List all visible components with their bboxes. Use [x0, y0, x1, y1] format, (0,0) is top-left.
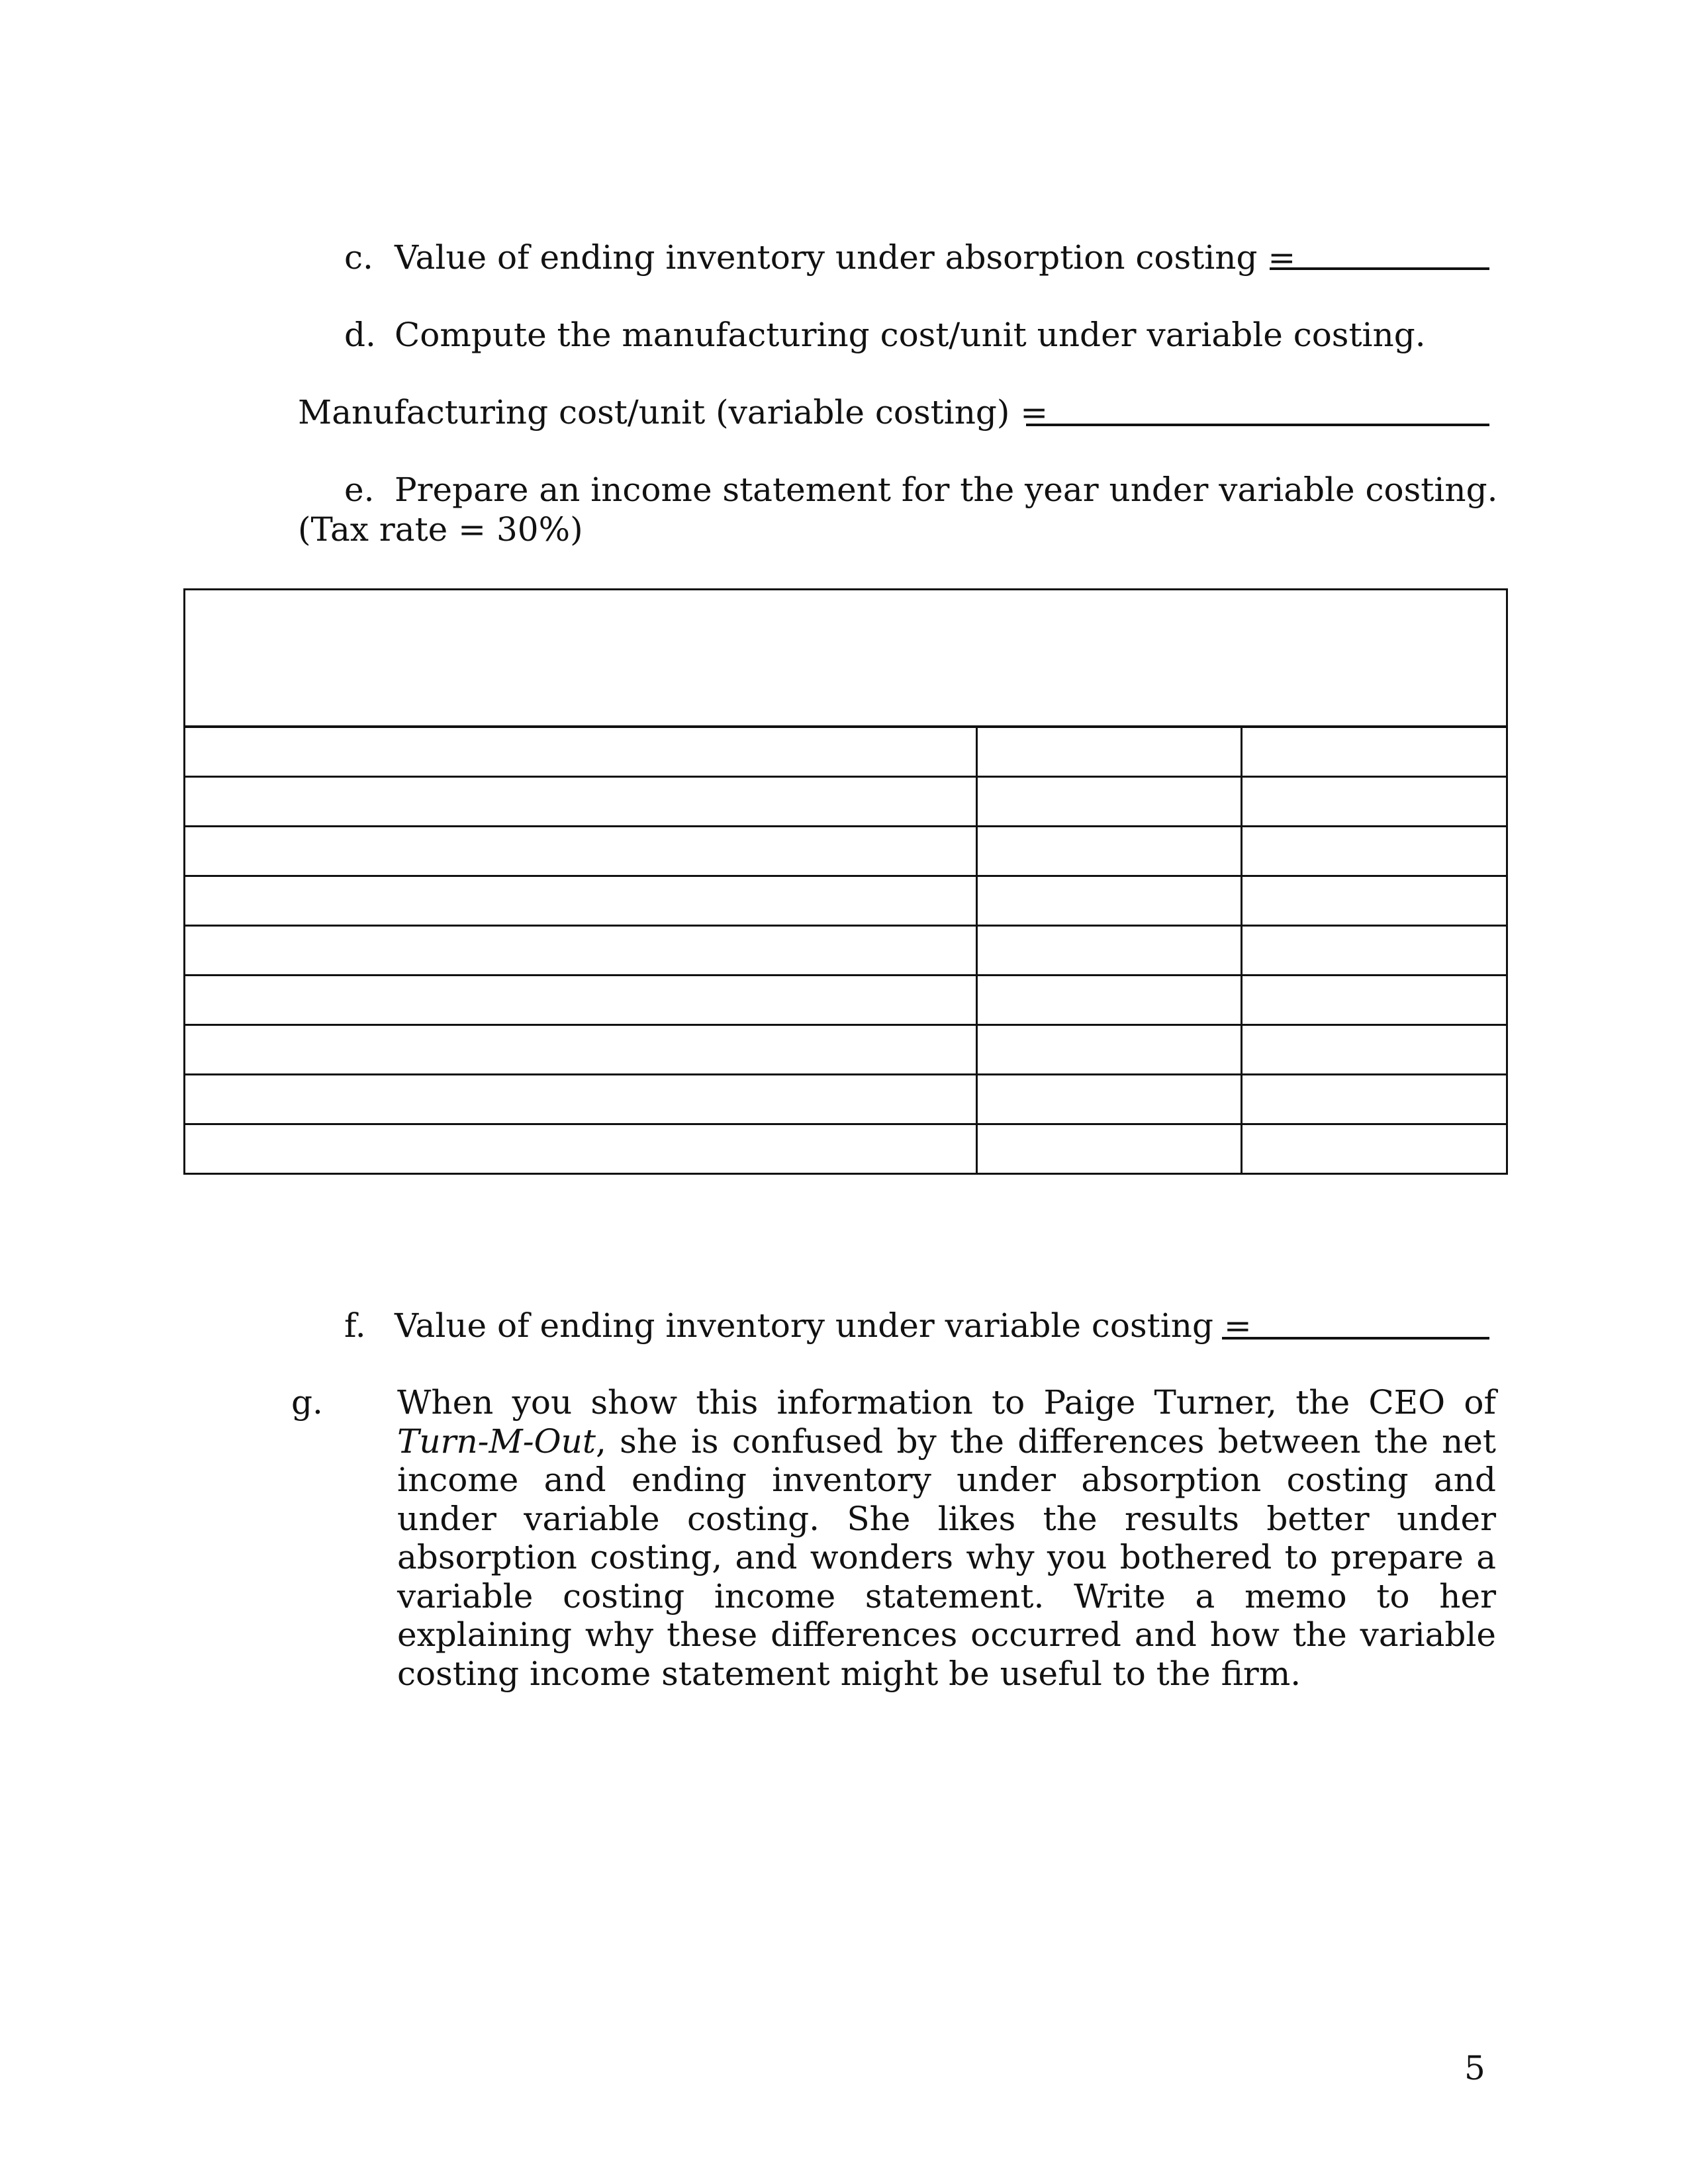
item-f-text: Value of ending inventory under variable costing = [395, 1306, 1252, 1345]
line-item-cell[interactable] [185, 827, 977, 876]
amount-cell[interactable] [977, 777, 1241, 827]
item-f [344, 1306, 1252, 1345]
table-row [185, 777, 1507, 827]
item-e-text: Prepare an income statement for the year under variable costing. [395, 471, 1498, 509]
amount-cell[interactable] [977, 876, 1241, 926]
amount-cell[interactable] [1241, 1025, 1507, 1075]
item-g-marker: g. [291, 1383, 323, 1422]
table-row [185, 926, 1507, 976]
item-d [344, 316, 1426, 354]
amount-cell[interactable] [1241, 727, 1507, 777]
income-statement-table [183, 726, 1508, 1175]
table-row [185, 1075, 1507, 1124]
table-row [185, 727, 1507, 777]
line-item-cell[interactable] [185, 876, 977, 926]
amount-cell[interactable] [977, 727, 1241, 777]
amount-cell[interactable] [977, 1075, 1241, 1124]
amount-cell[interactable] [977, 827, 1241, 876]
item-d-answer-label: Manufacturing cost/unit (variable costing) = [298, 393, 1049, 432]
table-row [185, 976, 1507, 1025]
amount-cell[interactable] [1241, 876, 1507, 926]
line-item-cell[interactable] [185, 1025, 977, 1075]
amount-cell[interactable] [1241, 1075, 1507, 1124]
amount-cell[interactable] [977, 926, 1241, 976]
page-number: 5 [1464, 2049, 1485, 2087]
item-f-marker: f. [344, 1306, 366, 1345]
amount-cell[interactable] [1241, 827, 1507, 876]
item-c-marker: c. [344, 238, 373, 277]
item-c-text: Value of ending inventory under absorption costing = [395, 238, 1296, 277]
item-c [344, 238, 1295, 277]
item-c-answer-blank[interactable] [1270, 267, 1489, 270]
table-row [185, 1124, 1507, 1174]
item-d-answer-blank[interactable] [1026, 424, 1489, 426]
amount-cell[interactable] [977, 1124, 1241, 1174]
amount-cell[interactable] [1241, 1124, 1507, 1174]
item-e-marker: e. [344, 471, 375, 509]
item-g-paragraph [397, 1383, 1496, 1693]
amount-cell[interactable] [977, 976, 1241, 1025]
amount-cell[interactable] [1241, 926, 1507, 976]
item-g-text-after: , she is confused by the differences between the net income and ending inventory under absorption costing and under variable costing. She likes the results better under absorption costing, and wonders why you bothered to prepare a variable costing income statement. Write a memo to her explaining why these differences occurred and how the variable costing income statement might be useful to the firm. [397, 1422, 1496, 1693]
line-item-cell[interactable] [185, 727, 977, 777]
amount-cell[interactable] [1241, 777, 1507, 827]
item-e [344, 471, 1497, 509]
item-d-marker: d. [344, 316, 376, 354]
amount-cell[interactable] [977, 1025, 1241, 1075]
item-g-text-before: When you show this information to Paige Turner, the CEO of [397, 1383, 1496, 1422]
line-item-cell[interactable] [185, 777, 977, 827]
item-d-text: Compute the manufacturing cost/unit under variable costing. [395, 316, 1426, 354]
table-row [185, 876, 1507, 926]
income-statement-heading-box[interactable] [183, 588, 1508, 727]
item-e-tax-note: (Tax rate = 30%) [298, 510, 583, 549]
line-item-cell[interactable] [185, 1124, 977, 1174]
line-item-cell[interactable] [185, 926, 977, 976]
table-row [185, 1025, 1507, 1075]
company-name: Turn-M-Out [397, 1422, 596, 1461]
amount-cell[interactable] [1241, 976, 1507, 1025]
item-f-answer-blank[interactable] [1222, 1337, 1489, 1340]
line-item-cell[interactable] [185, 1075, 977, 1124]
line-item-cell[interactable] [185, 976, 977, 1025]
table-row [185, 827, 1507, 876]
